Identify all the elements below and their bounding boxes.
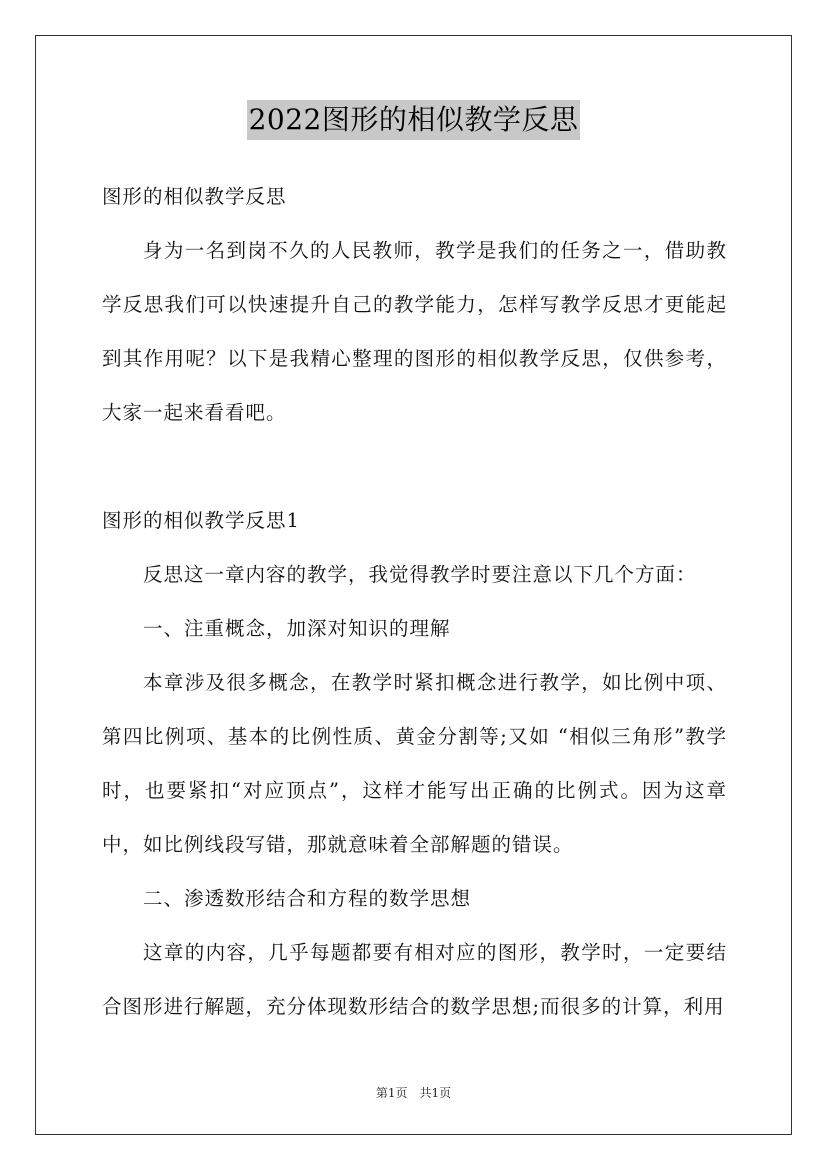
body-paragraph: 这章的内容，几乎每题都要有相对应的图形，教学时，一定要结合图形进行解题，充分体现数形结合的数学思想;而很多的计算，利用 (102, 941, 727, 1018)
blank-line (102, 440, 727, 494)
page-number: 第1页 (375, 1086, 408, 1100)
document-body (102, 170, 727, 1034)
subtitle-paragraph: 图形的相似教学反思 (102, 185, 287, 208)
point-heading-2: 二、渗透数形结合和方程的数学思想 (143, 887, 472, 910)
body-paragraph: 本章涉及很多概念，在教学时紧扣概念进行教学，如比例中项、第四比例项、基本的比例性质、黄金分割等;又如 “相似三角形”教学时，也要紧扣“对应顶点”，这样才能写出正确的比例式。因为这章中，如比例线段写错，那就意味着全部解题的错误。 (102, 671, 727, 856)
title-container (0, 100, 827, 140)
page-total: 共1页 (419, 1086, 452, 1100)
point-heading-1: 一、注重概念，加深对知识的理解 (143, 617, 451, 640)
intro-paragraph: 身为一名到岗不久的人民教师，教学是我们的任务之一，借助教学反思我们可以快速提升自己的教学能力，怎样写教学反思才更能起到其作用呢？以下是我精心整理的图形的相似教学反思，仅供参考，大家一起来看看吧。 (102, 239, 727, 424)
page-footer (0, 1084, 827, 1101)
section-heading: 图形的相似教学反思1 (102, 509, 300, 532)
body-paragraph: 反思这一章内容的教学，我觉得教学时要注意以下几个方面： (143, 563, 697, 586)
document-title: 2022图形的相似教学反思 (247, 100, 581, 140)
